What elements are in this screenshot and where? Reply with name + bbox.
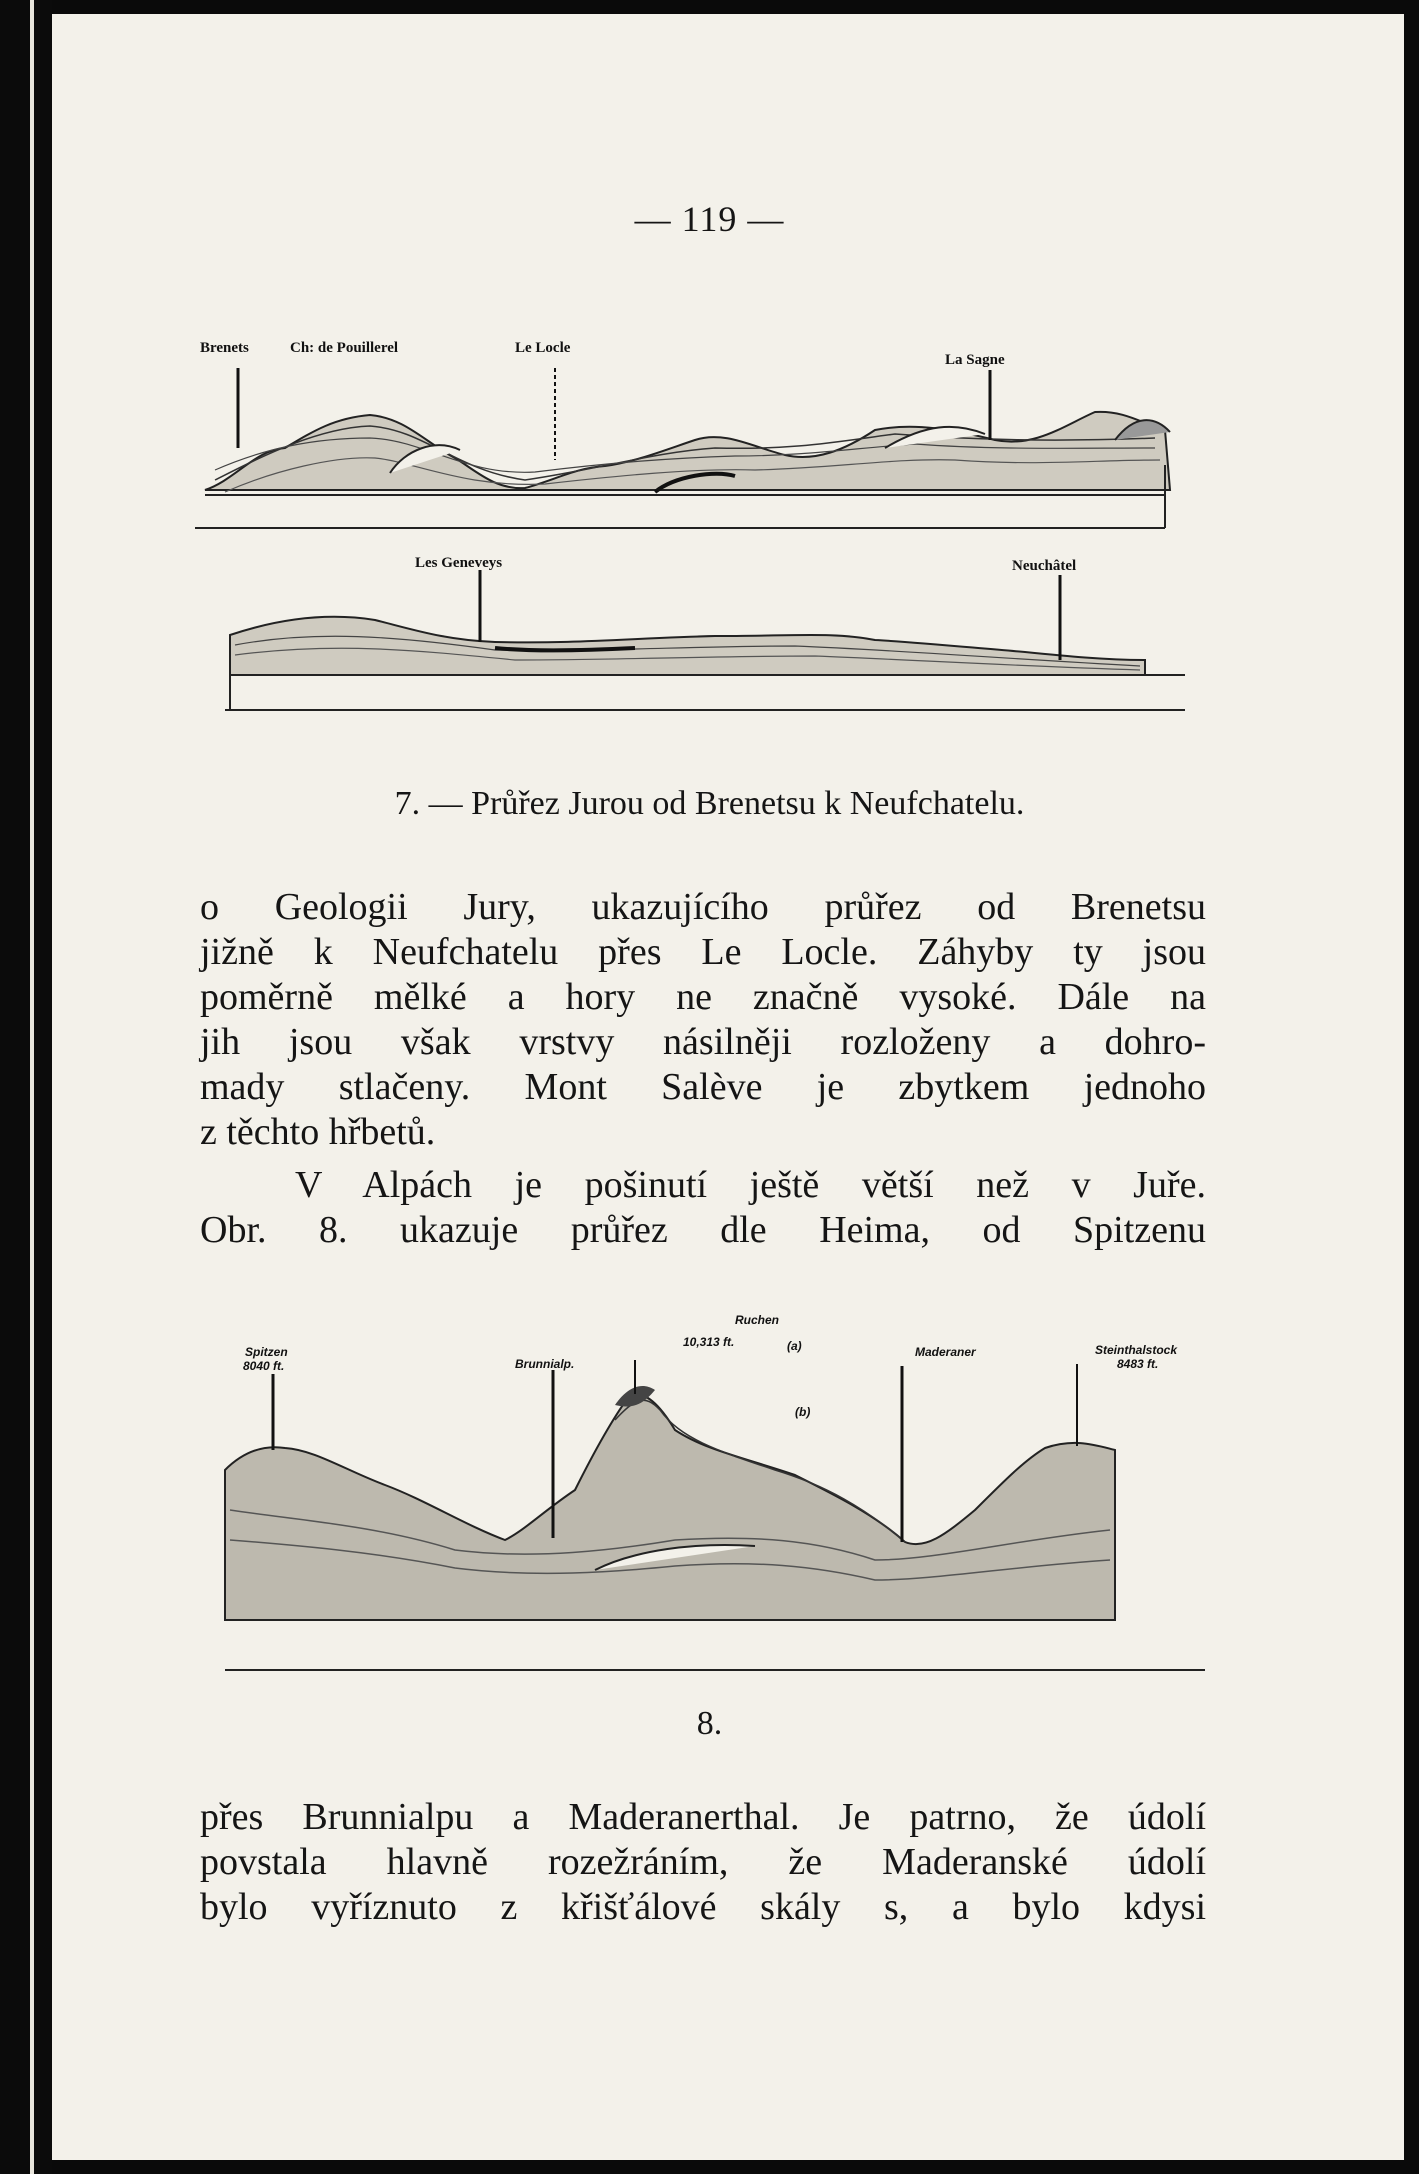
paragraph-3 bbox=[200, 1795, 1206, 1930]
fig7-bottom-section bbox=[225, 555, 1185, 710]
text-line: o Geologii Jury, ukazujícího průřez od Brenetsu bbox=[200, 886, 1206, 928]
label-maderaner: Maderaner bbox=[915, 1345, 976, 1359]
label-steinthalstock-height: 8483 ft. bbox=[1117, 1357, 1159, 1371]
text-line: mady stlačeny. Mont Salève je zbytkem jednoho bbox=[200, 1066, 1206, 1108]
text-line: Obr. 8. ukazuje průřez dle Heima, od Spitzenu bbox=[200, 1209, 1206, 1251]
label-spitzen: Spitzen bbox=[245, 1345, 288, 1359]
label-la-sagne: La Sagne bbox=[945, 352, 1005, 368]
label-les-geneveys: Les Geneveys bbox=[415, 555, 503, 571]
label-pouillerel: Ch: de Pouillerel bbox=[290, 340, 399, 356]
paragraph-2 bbox=[200, 1163, 1206, 1253]
book-spine bbox=[0, 0, 52, 2174]
label-neuchatel: Neuchâtel bbox=[1012, 558, 1077, 574]
fig7-top-section bbox=[195, 340, 1170, 528]
text-line: V Alpách je pošinutí ještě větší než v Juře. bbox=[295, 1164, 1206, 1206]
label-ruchen-height: 10,313 ft. bbox=[683, 1335, 735, 1349]
text-line: bylo vyříznuto z křišťálové skály s, a bylo kdysi bbox=[200, 1886, 1206, 1928]
label-le-locle: Le Locle bbox=[515, 340, 571, 356]
label-steinthalstock: Steinthalstock bbox=[1095, 1343, 1178, 1357]
figure-7-caption: 7. — Průřez Jurou od Brenetsu k Neufchatelu. bbox=[394, 785, 1025, 822]
figure-8-alps-cross-section bbox=[215, 1310, 1215, 1690]
text-line: jih jsou však vrstvy násilněji rozloženy a dohro- bbox=[200, 1021, 1206, 1063]
text-line: jižně k Neufchatelu přes Le Locle. Záhyby ty jsou bbox=[200, 931, 1206, 973]
label-a: (a) bbox=[787, 1339, 802, 1353]
label-brunnialp: Brunnialp. bbox=[515, 1357, 575, 1371]
text-line: povstala hlavně rozežráním, že Maderanské údolí bbox=[200, 1841, 1206, 1883]
text-line: z těchto hřbetů. bbox=[200, 1111, 436, 1153]
label-spitzen-height: 8040 ft. bbox=[243, 1359, 285, 1373]
spine-edge bbox=[30, 0, 34, 2174]
figure-7-jura-cross-section bbox=[195, 330, 1205, 730]
text-line: poměrně mělké a hory ne značně vysoké. Dále na bbox=[200, 976, 1206, 1018]
page-number: — 119 — bbox=[634, 199, 785, 239]
paragraph-1 bbox=[200, 885, 1206, 1155]
label-ruchen: Ruchen bbox=[735, 1313, 780, 1327]
label-b: (b) bbox=[795, 1405, 811, 1419]
label-brenets: Brenets bbox=[200, 340, 249, 356]
text-line: přes Brunnialpu a Maderanerthal. Je patrno, že údolí bbox=[200, 1796, 1206, 1838]
figure-8-caption: 8. bbox=[696, 1705, 723, 1742]
